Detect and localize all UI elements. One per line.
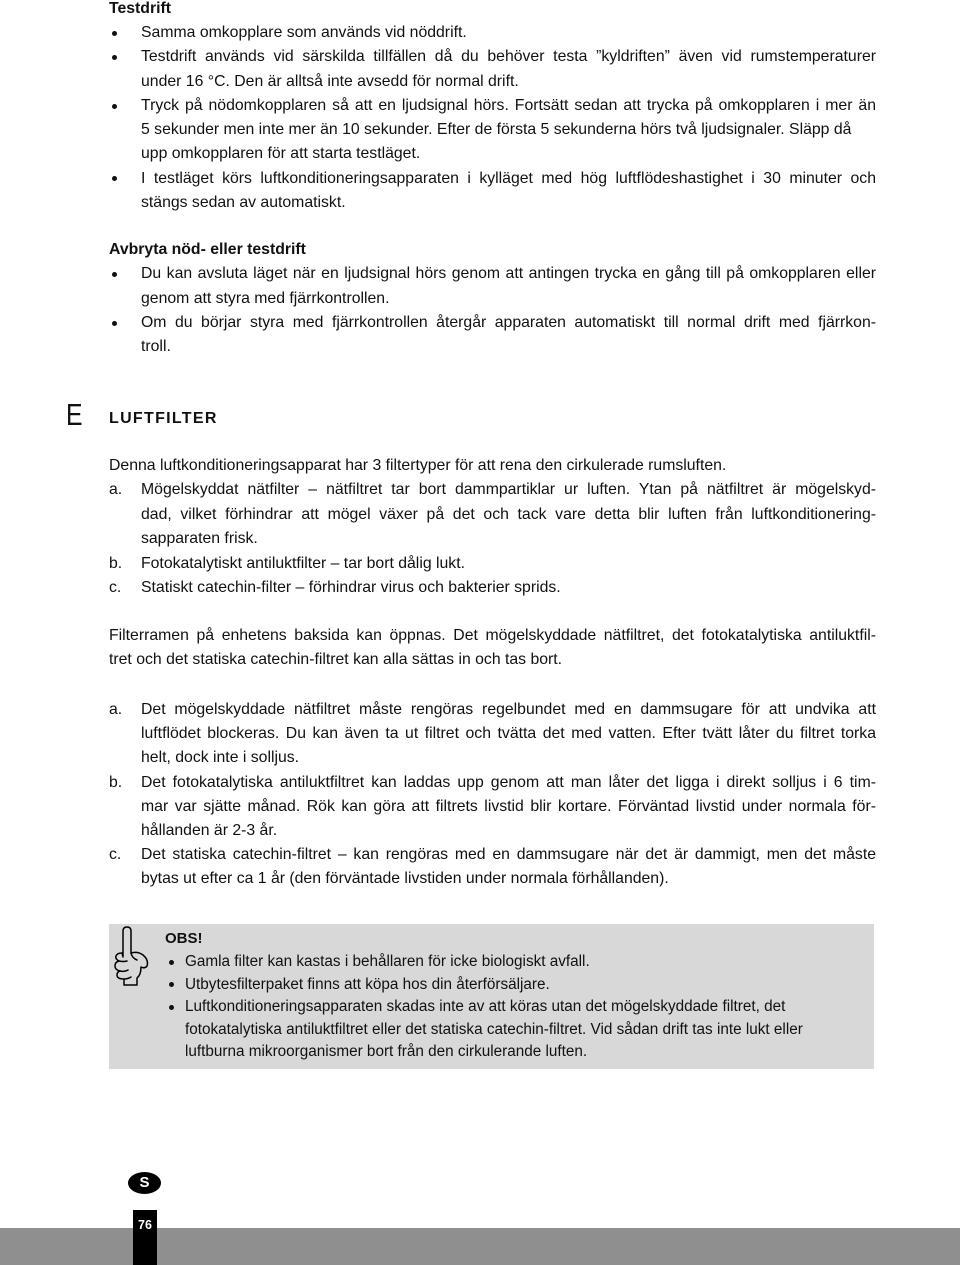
- bullet-dot: [112, 272, 117, 277]
- note-list: [165, 951, 870, 1064]
- text-line: fotokatalytiska antiluktfiltret eller det statiska catechin-filtret. Vid sådan drift tas inte lukt eller: [185, 1020, 803, 1038]
- text-line: bytas ut efter ca 1 år (den förväntade livstiden under normala förhållanden).: [141, 870, 669, 888]
- text-line: Luftkonditioneringsapparaten skadas inte av att köras utan det mögelskyddade filtret, det: [185, 998, 786, 1015]
- text-line: Det mögelskyddade nätfiltret måste rengöras regelbundet med en dammsugare för att undvika att: [141, 701, 876, 718]
- section-letter: E: [66, 397, 83, 432]
- avbryta-section: [109, 238, 876, 359]
- language-badge: S: [128, 1172, 161, 1194]
- list-item: [109, 771, 876, 844]
- bullet-dot: [112, 55, 117, 60]
- text-line: hållanden är 2-3 år.: [141, 822, 278, 840]
- filter-types: [109, 454, 876, 600]
- filter-frame-paragraph: [109, 624, 876, 673]
- list-marker: c.: [109, 579, 122, 597]
- list-item: [109, 167, 876, 216]
- list-item: [109, 576, 876, 600]
- text-line: Om du börjar styra med fjärrkontrollen återgår apparaten automatiskt till normal drift med fjärrkon-: [141, 313, 876, 331]
- page-number: 76: [138, 1218, 152, 1232]
- note-box: [109, 924, 874, 1069]
- text-line: upp omkopplaren för att starta testläget.: [141, 145, 421, 163]
- pointing-hand-icon: [111, 925, 151, 987]
- list-marker: b.: [109, 554, 123, 572]
- bullet-dot: [169, 982, 174, 987]
- text-line: stängs sedan av automatiskt.: [141, 194, 346, 212]
- page-number-tab: [133, 1210, 157, 1265]
- text-line: helt, dock inte i solljus.: [141, 749, 300, 767]
- text-line: Samma omkopplare som används vid nöddrift.: [141, 24, 467, 41]
- text-line: Mögelskyddat nätfilter – nätfiltret tar bort dammpartiklar ur luften. Ytan på nätfiltret är mögelskyd-: [141, 481, 876, 499]
- bullet-dot: [112, 31, 117, 36]
- text-line: Du kan avsluta läget när en ljudsignal hörs genom att antingen trycka en gång till på omkopplaren eller: [141, 265, 876, 283]
- list-item: [165, 974, 870, 997]
- text-line: under 16 °C. Den är alltså inte avsedd för normal drift.: [141, 72, 519, 90]
- text-line: genom att styra med fjärrkontrollen.: [141, 289, 390, 307]
- bullet-dot: [112, 321, 117, 326]
- text-line: Testdrift används vid särskilda tillfällen då du behöver testa ”kyldriften” även vid rumstemperaturer: [141, 48, 876, 66]
- heading-avbryta: Avbryta nöd- eller testdrift: [109, 241, 306, 258]
- bullet-dot: [169, 960, 174, 965]
- list-item: [165, 996, 870, 1064]
- list-item: [109, 552, 876, 576]
- intro-text: Denna luftkonditioneringsapparat har 3 filtertyper för att rena den cirkulerade rumsluften.: [109, 457, 727, 474]
- list-item: [109, 262, 876, 311]
- text-line: tret och det statiska catechin-filtret kan alla sättas in och tas bort.: [109, 651, 563, 669]
- text-line: Det fotokatalytiska antiluktfiltret kan laddas upp genom att man låter det ligga i direkt solljus i 6 tim-: [141, 773, 876, 791]
- text-line: Filterramen på enhetens baksida kan öppnas. Det mögelskyddade nätfiltret, det fotokatalytiska antiluktfil-: [109, 627, 876, 644]
- text-line: Fotokatalytiskt antiluktfilter – tar bort dålig lukt.: [141, 554, 465, 572]
- list-item: [109, 478, 876, 551]
- note-title: OBS!: [165, 930, 203, 947]
- text-line: 5 sekunder men inte mer än 10 sekunder. Efter de första 5 sekunderna hörs två ljudsignaler. Släpp då: [141, 121, 852, 139]
- text-line: luftflödet blockeras. Du kan även ta ut filtret och tvätta det med vatten. Efter tvätt låter du filtret torka: [141, 725, 876, 743]
- text-line: luftburna mikroorganismer bort från den cirkulerande luften.: [185, 1043, 588, 1060]
- section-title: LUFTFILTER: [109, 410, 218, 427]
- heading-testdrift: Testdrift: [109, 0, 172, 17]
- list-marker: a.: [109, 481, 123, 499]
- list-marker: c.: [109, 846, 122, 864]
- text-line: Tryck på nödomkopplaren så att en ljudsignal hörs. Fortsätt sedan att trycka på omkopplaren i mer än: [141, 96, 876, 114]
- bullet-dot: [112, 176, 117, 181]
- text-line: sapparaten frisk.: [141, 530, 258, 548]
- text-line: Det statiska catechin-filtret – kan rengöras med en dammsugare när det är dammigt, men det måste: [141, 846, 876, 864]
- list-item: [109, 311, 876, 360]
- list-item: [109, 94, 876, 167]
- list-item: [109, 698, 876, 771]
- bullet-dot: [169, 1005, 174, 1010]
- list-marker: a.: [109, 701, 123, 718]
- bullet-dot: [112, 104, 117, 109]
- list-marker: b.: [109, 773, 123, 791]
- text-line: Utbytesfilterpaket finns att köpa hos din återförsäljare.: [185, 975, 550, 993]
- testdrift-list: [109, 21, 876, 215]
- list-item: [109, 843, 876, 891]
- text-line: troll.: [141, 338, 171, 356]
- list-item: [165, 951, 870, 974]
- text-line: dad, vilket förhindrar att mögel växer på det och tack vare detta blir luften från luftkonditionering-: [141, 505, 876, 523]
- cleaning-list: [109, 698, 876, 892]
- list-item: [109, 21, 876, 45]
- list-item: [109, 45, 876, 94]
- text-line: mar var sjätte månad. Rök kan göra att filtrets livstid blir kortare. Förväntad livstid under normala för-: [141, 797, 876, 815]
- text-line: I testläget körs luftkonditioneringsapparaten i kylläget med hög luftflödeshastighet i 30 minuter och: [141, 169, 876, 187]
- text-line: Gamla filter kan kastas i behållaren för icke biologiskt avfall.: [185, 953, 590, 970]
- text-line: Statiskt catechin-filter – förhindrar virus och bakterier sprids.: [141, 579, 561, 597]
